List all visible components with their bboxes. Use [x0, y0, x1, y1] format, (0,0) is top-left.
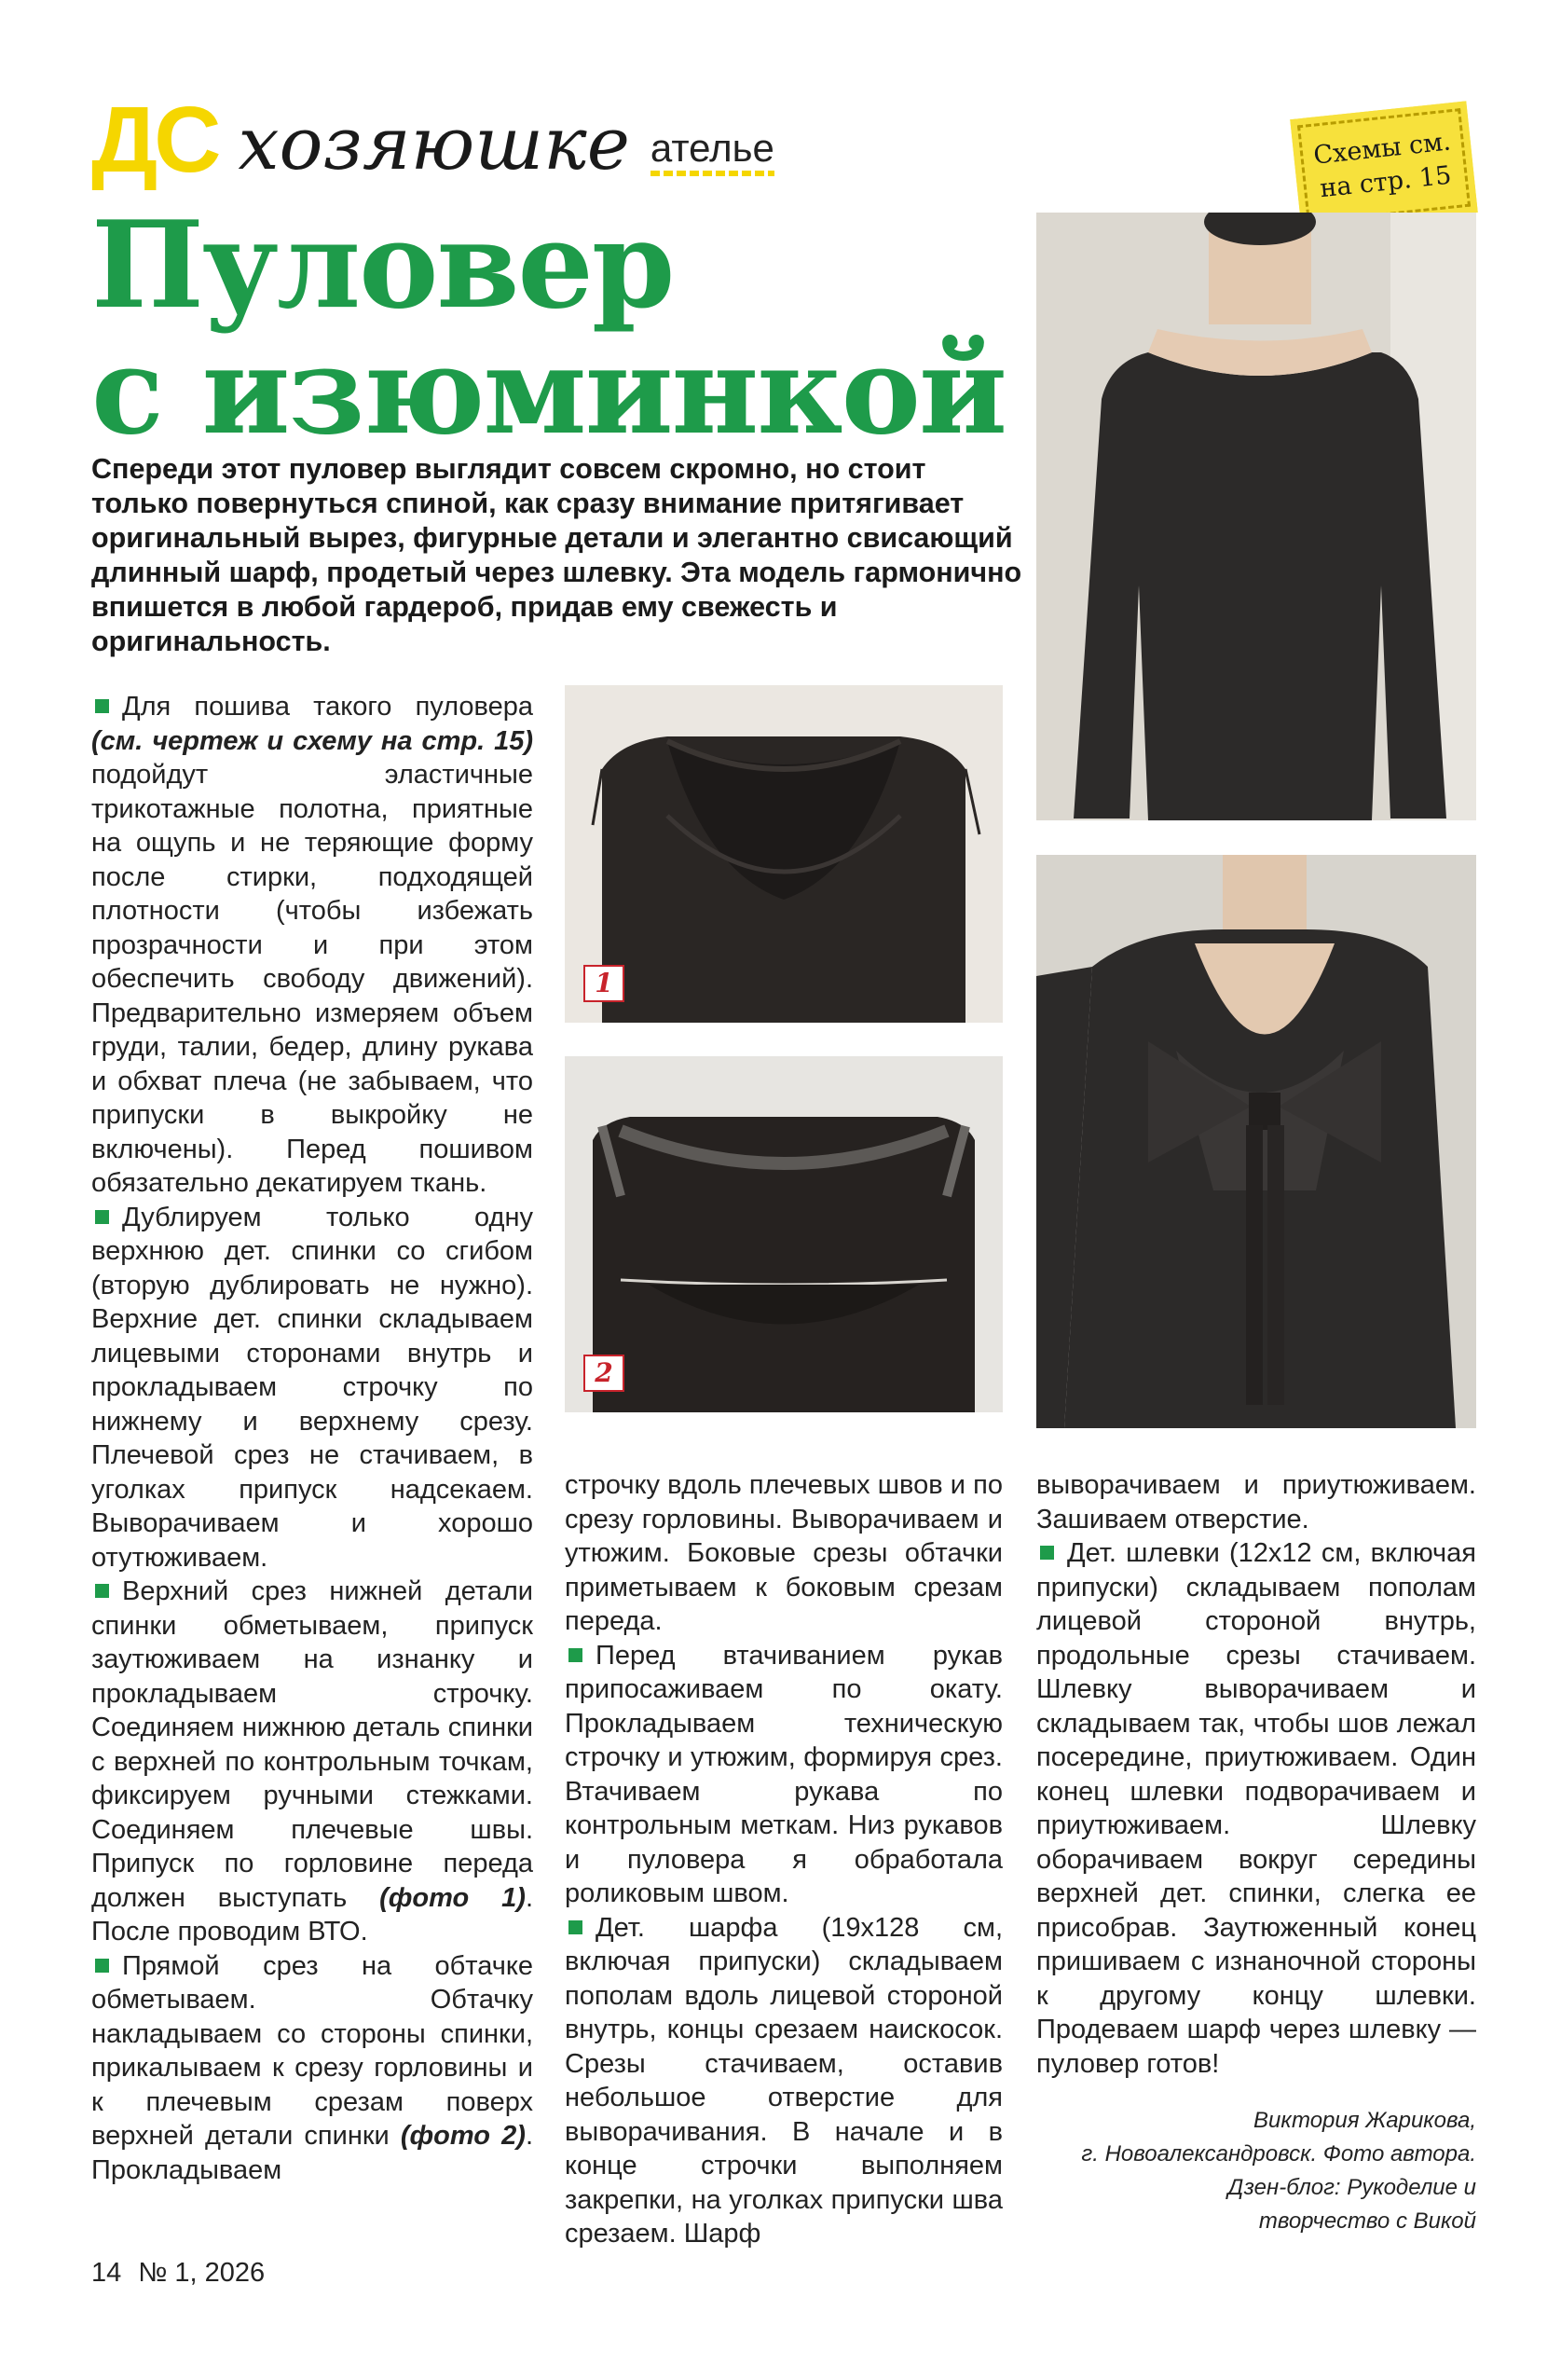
author-location: г. Новоалександровск. Фото автора. — [1081, 2141, 1476, 2167]
scheme-reference: (см. чертеж и схему на стр. 15) — [91, 725, 533, 756]
schemes-sticker — [1290, 101, 1478, 230]
paragraph — [565, 1468, 1003, 1639]
bullet-icon — [568, 1648, 582, 1662]
author-name: Виктория Жарикова, — [1253, 2108, 1476, 2133]
paragraph — [91, 1575, 533, 1949]
bullet-icon — [95, 1959, 109, 1973]
photo-label: 2 — [583, 1355, 624, 1392]
author-blog: творчество с Викой — [1258, 2208, 1476, 2234]
paragraph — [565, 1639, 1003, 1911]
paragraph-text: Дет. шлевки (12x12 см, включая припуски) складываем пополам лицевой стороной внутрь, продольные срезы стачиваем. Шлевку выворачиваем и складываем так, чтобы шов лежал посередине, приутюживаем. Один конец шлевки подворачиваем и приутюживаем. Шлевку оборачиваем вокруг середины верхней дет. спинки, слегка ее присобрав. Заутюженный конец пришиваем с изнаночной стороны к другому концу шлевки. Продеваем шарф через шлевку — пуловер готов! — [1036, 1538, 1476, 2079]
subsection-label: ателье — [650, 128, 774, 176]
bullet-icon — [1040, 1546, 1054, 1560]
paragraph — [91, 690, 533, 1201]
bullet-icon — [95, 1210, 109, 1224]
text-column-1 — [91, 690, 533, 2187]
paragraph — [91, 1201, 533, 1575]
paragraph-text: . Прокладываем — [91, 2121, 533, 2185]
text-column-3 — [1036, 1468, 1476, 2081]
issue-number: № 1, 2026 — [138, 2258, 266, 2288]
paragraph-text: Прямой срез на обтачке обметываем. Обтачку накладываем со стороны спинки, прикалываем к срезу горловины и к плечевым срезам поверх верхней детали спинки — [91, 1950, 533, 2151]
paragraph-text: строчку вдоль плечевых швов и по срезу горловины. Выворачиваем и утюжим. Боковые срезы обтачки приметываем к боковым срезам переда. — [565, 1470, 1003, 1636]
paragraph-text: Перед втачиванием рукав припосаживаем по окату. Прокладываем техническую строчку и утюжим, формируя срез. Втачиваем рукава по контрольным меткам. Низ рукавов и пуловера я обработала роликовым швом. — [565, 1640, 1003, 1908]
sticker-line-2: на стр. 15 — [1318, 160, 1453, 204]
article-lead: Спереди этот пуловер выглядит совсем скромно, но стоит только повернуться спиной, как сразу внимание притягивает оригинальный вырез, фигурные детали и элегантно свисающий длинный шарф, продетый через шлевку. Эта модель гармонично впишется в любой гардероб, придав ему свежесть и оригинальность. — [91, 453, 1022, 657]
author-signature — [1036, 2104, 1476, 2238]
bullet-icon — [95, 1584, 109, 1598]
photo-facing-pinned — [565, 1056, 1003, 1412]
photo-neckline-front — [565, 685, 1003, 1023]
paragraph-text: Дублируем только одну верхнюю дет. спинки со сгибом (вторую дублировать не нужно). Верхние дет. спинки складываем лицевыми сторонами внутрь и прокладываем строчку по нижнему и верхнему срезу. Плечевой срез не стачиваем, в уголках припуск надсекаем. Выворачиваем и хорошо отутюживаем. — [91, 1202, 533, 1573]
title-line-2: с изюминкой — [91, 322, 1006, 461]
photo-label: 1 — [583, 965, 624, 1002]
brand-logo: ДС — [91, 88, 218, 192]
bullet-icon — [568, 1920, 582, 1934]
paragraph — [91, 1949, 533, 2188]
section-header — [91, 88, 774, 192]
sticker-line-1: Схемы см. — [1312, 127, 1453, 171]
photo-pullover-front — [1036, 213, 1476, 820]
paragraph-text: Верхний срез нижней детали спинки обметываем, припуск заутюживаем на изнанку и прокладываем строчку. Соединяем нижнюю деталь спинки с верхней по контрольным точкам, фиксируем ручными стежками. Соединяем плечевые швы. Припуск по горловине переда должен выступать — [91, 1576, 533, 1913]
bullet-icon — [95, 699, 109, 713]
page-number: 14 — [91, 2258, 122, 2288]
section-title: хозяюшке — [238, 103, 630, 186]
text-column-2 — [565, 1468, 1003, 2251]
page-footer — [91, 2258, 265, 2289]
paragraph-text: выворачиваем и приутюживаем. Зашиваем отверстие. — [1036, 1470, 1476, 1534]
paragraph — [1036, 1468, 1476, 1536]
paragraph-text: Для пошива такого пуловера — [122, 692, 533, 722]
paragraph-text: подойдут эластичные трикотажные полотна, приятные на ощупь и не теряющие форму после стирки, подходящей плотности (чтобы избежать прозрачности и при этом обеспечить свободу движений). Предварительно измеряем объем груди, талии, бедер, длину рукава и обхват плеча (не забываем, что припуски в выкройку не включены). Перед пошивом обязательно декатируем ткань. — [91, 760, 533, 1198]
paragraph-text: . После проводим ВТО. — [91, 1882, 533, 1947]
title-line-1: Пуловер — [91, 196, 674, 336]
photo-reference: (фото 1) — [379, 1882, 526, 1913]
author-blog: Дзен-блог: Рукоделие и — [1227, 2175, 1476, 2200]
article-title — [91, 196, 1006, 461]
photo-reference: (фото 2) — [400, 2121, 526, 2151]
paragraph — [565, 1911, 1003, 2251]
photo-pullover-back — [1036, 855, 1476, 1428]
paragraph-text: Дет. шарфа (19x128 см, включая припуски) складываем пополам вдоль лицевой стороной внутрь, концы срезаем наискосок. Срезы стачиваем, оставив небольшое отверстие для выворачивания. В начале и в конце строчки выполняем закрепки, на уголках припуски шва срезаем. Шарф — [565, 1912, 1003, 2249]
paragraph — [1036, 1536, 1476, 2081]
